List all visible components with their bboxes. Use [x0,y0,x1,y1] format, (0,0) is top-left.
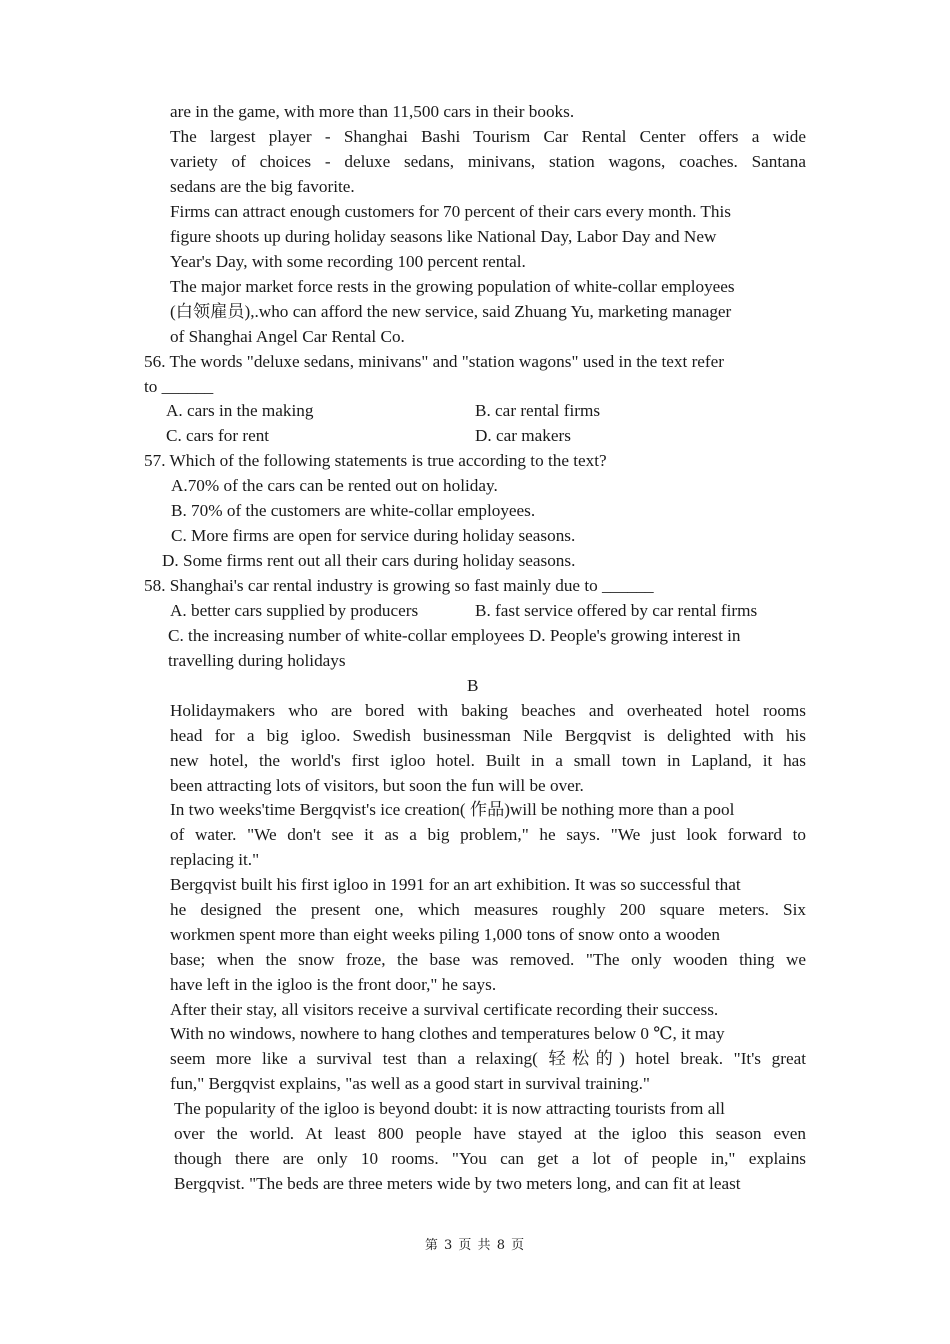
passage-b-line: seem more like a survival test than a relaxing( 轻松的) hotel break. "It's great [170,1049,806,1068]
passage-b-line: of water. "We don't see it as a big problem," he says. "We just look forward to [170,825,806,844]
question-56-option-b: B. car rental firms [475,401,601,420]
question-57-option-b: B. 70% of the customers are white-collar employees. [171,501,536,520]
question-58-option-c-d: C. the increasing number of white-collar employees D. People's growing interest in [168,626,741,645]
question-58-option-d-cont: travelling during holidays [168,651,346,670]
passage-b-line: Bergqvist. "The beds are three meters wide by two meters long, and can fit at least [174,1174,741,1193]
question-57-option-c: C. More firms are open for service during holiday seasons. [171,526,576,545]
passage-a-line: of Shanghai Angel Car Rental Co. [170,327,405,346]
passage-a-line: Year's Day, with some recording 100 percent rental. [170,252,526,271]
page-number-footer: 第 3 页 共 8 页 [424,1238,526,1253]
passage-a-line: The largest player - Shanghai Bashi Tourism Car Rental Center offers a wide [170,127,806,146]
passage-b-line: over the world. At least 800 people have stayed at the igloo this season even [174,1124,806,1143]
passage-b-line: replacing it." [170,850,260,869]
passage-a-line: variety of choices - deluxe sedans, minivans, station wagons, coaches. Santana [170,152,806,171]
passage-b-line: With no windows, nowhere to hang clothes and temperatures below 0 ℃, it may [170,1024,725,1043]
passage-b-line: After their stay, all visitors receive a survival certificate recording their success. [170,1000,719,1019]
passage-b-line: In two weeks'time Bergqvist's ice creation( 作品)will be nothing more than a pool [170,800,735,819]
question-56-stem-cont: to ______ [144,377,214,396]
passage-b-line: fun," Bergqvist explains, "as well as a good start in survival training." [170,1074,650,1093]
passage-b-line: new hotel, the world's first igloo hotel. Built in a small town in Lapland, it has [170,751,806,770]
passage-a-line: The major market force rests in the growing population of white-collar employees [170,277,735,296]
passage-b-line: though there are only 10 rooms. "You can get a lot of people in," explains [174,1149,806,1168]
passage-b-line: have left in the igloo is the front door," he says. [170,975,497,994]
passage-b-line: The popularity of the igloo is beyond doubt: it is now attracting tourists from all [174,1099,725,1118]
question-58-stem: 58. Shanghai's car rental industry is growing so fast mainly due to ______ [144,576,654,595]
passage-b-line: head for a big igloo. Swedish businessman Nile Bergqvist is delighted with his [170,726,806,745]
question-57-option-d: D. Some firms rent out all their cars during holiday seasons. [162,551,576,570]
question-56-option-c: C. cars for rent [166,426,270,445]
passage-b-line: base; when the snow froze, the base was removed. "The only wooden thing we [170,950,806,969]
question-56-option-a: A. cars in the making [166,401,314,420]
passage-a-line: (白领雇员),.who can afford the new service, said Zhuang Yu, marketing manager [170,302,732,321]
question-57-stem: 57. Which of the following statements is true according to the text? [144,451,607,470]
passage-b-line: Bergqvist built his first igloo in 1991 for an art exhibition. It was so successful that [170,875,741,894]
question-58-option-b: B. fast service offered by car rental firms [475,601,758,620]
passage-a-line: figure shoots up during holiday seasons like National Day, Labor Day and New [170,227,717,246]
question-56-option-d: D. car makers [475,426,571,445]
passage-b-line: he designed the present one, which measures roughly 200 square meters. Six [170,900,806,919]
section-b-heading: B [467,676,479,695]
passage-a-line: are in the game, with more than 11,500 cars in their books. [170,102,575,121]
passage-b-line: been attracting lots of visitors, but soon the fun will be over. [170,776,584,795]
question-57-option-a: A.70% of the cars can be rented out on holiday. [171,476,498,495]
passage-a-line: Firms can attract enough customers for 70 percent of their cars every month. This [170,202,731,221]
question-56-stem: 56. The words "deluxe sedans, minivans" and "station wagons" used in the text refer [144,352,725,371]
passage-b-line: workmen spent more than eight weeks piling 1,000 tons of snow onto a wooden [170,925,720,944]
passage-b-line: Holidaymakers who are bored with baking beaches and overheated hotel rooms [170,701,806,720]
question-58-option-a: A. better cars supplied by producers [170,601,419,620]
passage-a-line: sedans are the big favorite. [170,177,355,196]
